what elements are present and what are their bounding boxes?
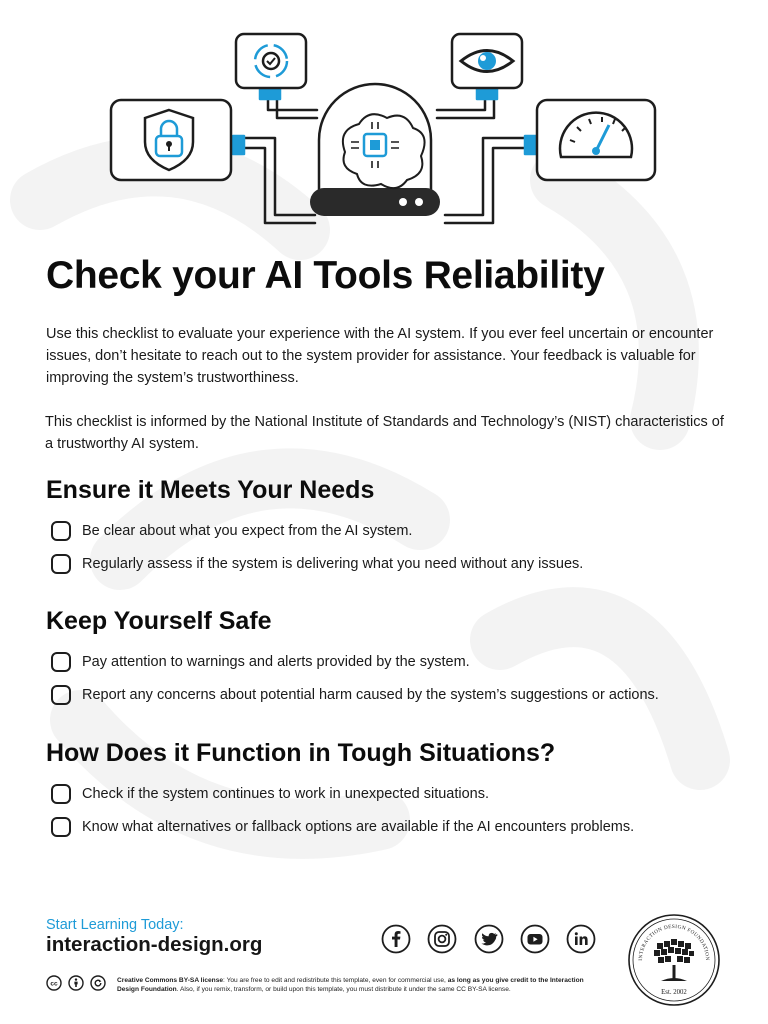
checkbox[interactable] [51, 784, 71, 804]
section-heading-safety: Keep Yourself Safe [46, 607, 272, 635]
nist-note: This checklist is informed by the National Institute of Standards and Technology’s (NIST) characteristics of a trustworthy AI system. [45, 414, 724, 452]
eye-icon [452, 34, 522, 88]
start-learning-label: Start Learning Today: [46, 917, 184, 933]
checklist-item[interactable] [51, 518, 412, 544]
checklist-item-text: Know what alternatives or fallback options are available if the AI encounters problems. [82, 819, 635, 835]
checkbox[interactable] [51, 521, 71, 541]
svg-text:INTERACTION DESIGN FOUNDATION: INTERACTION DESIGN FOUNDATION [637, 923, 711, 961]
twitter-icon[interactable] [474, 924, 504, 954]
facebook-icon[interactable] [381, 924, 411, 954]
attribution-icon [68, 975, 84, 991]
svg-text:Est. 2002: Est. 2002 [661, 989, 687, 996]
section-heading-robustness: How Does it Function in Tough Situations? [46, 739, 556, 767]
checklist-item-text: Check if the system continues to work in unexpected situations. [82, 786, 490, 802]
idf-seal-logo [627, 913, 721, 1007]
checklist-item-text: Be clear about what you expect from the AI system. [82, 523, 413, 539]
ai-reliability-illustration [105, 30, 665, 225]
checklist-item[interactable] [51, 781, 489, 807]
ai-brain-dome-icon [310, 84, 440, 216]
shield-lock-icon [111, 100, 231, 180]
license-text [117, 976, 607, 994]
gauge-icon [537, 100, 655, 180]
license-icons [46, 975, 106, 991]
license-title: Creative Commons BY-SA license [117, 977, 224, 984]
checklist-item[interactable] [51, 551, 583, 577]
checkbox[interactable] [51, 554, 71, 574]
page-title: Check your AI Tools Reliability [46, 254, 605, 297]
gear-cycle-icon [236, 34, 306, 88]
license-credit: as long as you give credit to the Interaction Design Foundation [117, 977, 584, 993]
license-text-1: : You are free to edit and redistribute this template, even for commercial use, [223, 977, 448, 984]
checkbox[interactable] [51, 817, 71, 837]
youtube-icon[interactable] [520, 924, 550, 954]
license-text-2: . Also, if you remix, transform, or build upon this template, you must distribute it under the same CC BY-SA license. [176, 986, 511, 993]
svg-text:cc: cc [50, 980, 58, 988]
checklist-item-text: Regularly assess if the system is delivering what you need without any issues. [82, 556, 584, 572]
section-heading-needs: Ensure it Meets Your Needs [46, 476, 375, 504]
share-alike-icon [90, 975, 106, 991]
checklist-item-text: Pay attention to warnings and alerts provided by the system. [82, 654, 470, 670]
intro-paragraph: Use this checklist to evaluate your experience with the AI system. If you ever feel uncertain or encounter issues, don’t hesitate to reach out to the system provider for assistance. Your feedback is valuable for improving the system’s trustworthiness. [46, 326, 714, 386]
checklist-item[interactable] [51, 649, 470, 675]
checkbox[interactable] [51, 652, 71, 672]
linkedin-icon[interactable] [566, 924, 596, 954]
site-link[interactable]: interaction-design.org [46, 933, 263, 956]
checkbox[interactable] [51, 685, 71, 705]
instagram-icon[interactable] [427, 924, 457, 954]
checklist-item[interactable] [51, 682, 659, 708]
checklist-item-text: Report any concerns about potential harm caused by the system’s suggestions or actions. [82, 687, 659, 703]
creative-commons-icon [46, 975, 62, 991]
checklist-item[interactable] [51, 814, 634, 840]
